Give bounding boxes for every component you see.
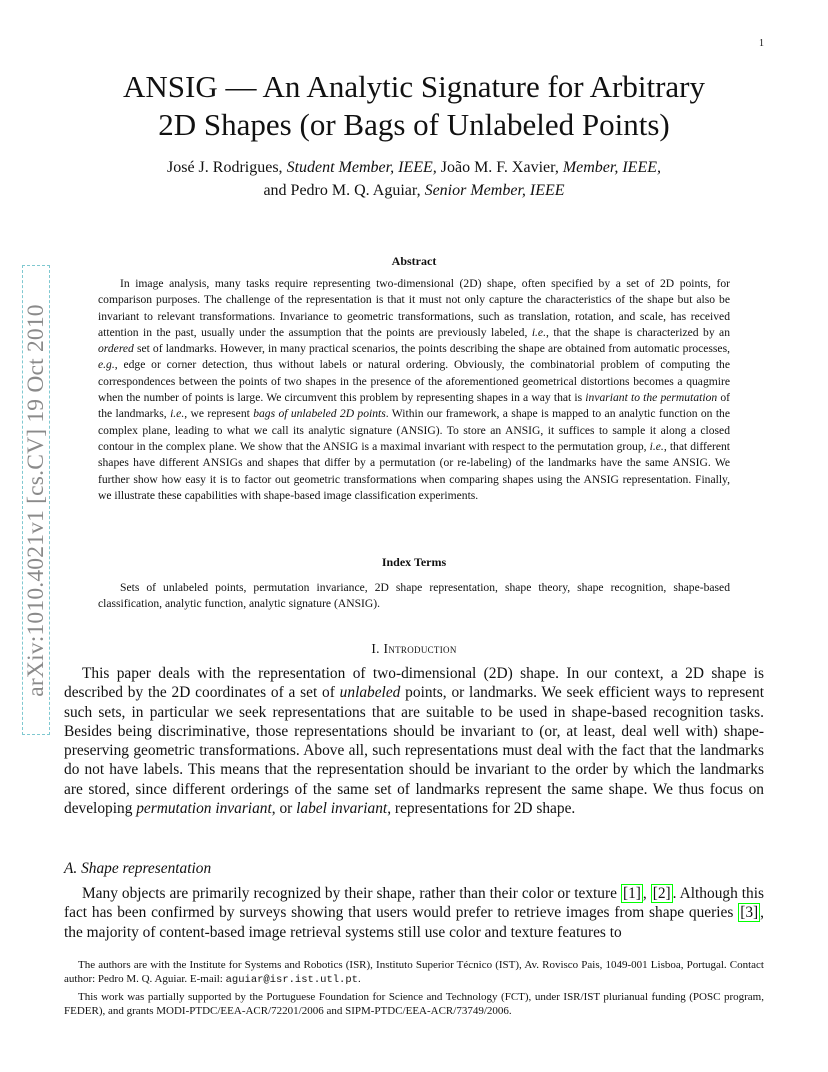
section-title: Introduction xyxy=(383,641,457,656)
title-line-2: 2D Shapes (or Bags of Unlabeled Points) xyxy=(158,107,670,142)
index-terms-heading: Index Terms xyxy=(381,555,447,569)
intro-emph: label invariant xyxy=(296,800,388,818)
citation-link[interactable]: [2] xyxy=(652,885,671,902)
footnote-funding: This work was partially supported by the Portuguese Foundation for Science and Technology (FCT), under ISR/IST plurianual funding (POSC program, FEDER), and grants MODI-PTDC/EEA-ACR/72201/2006 and SIPM-PTDC/EEA-ACR/73749/2006. xyxy=(64,990,764,1017)
footnote-seg: The authors are with the Institute for Systems and Robotics (ISR), Instituto Superior Técnico (IST), Av. Rovisco Pais, 1049-001 Lisboa, Portugal. Contact author: Pedro M. Q. Aguiar. E-mail: xyxy=(64,959,764,986)
title-line-1: ANSIG — An Analytic Signature for Arbitrary xyxy=(122,69,706,104)
section-numeral: I. xyxy=(371,641,384,656)
footnote-seg: . xyxy=(357,973,361,986)
abstract-seg: set of landmarks. However, in many practical scenarios, the points describing the shape are obtained from automatic processes, xyxy=(133,342,730,356)
page-number: 1 xyxy=(759,38,764,49)
intro-seg: This paper deals with the representation of two-dimensional (2D) shape. In our context, a 2D shape is described by the 2D coordinates of a set of xyxy=(64,665,764,702)
abstract-emph: i.e. xyxy=(649,439,664,453)
introduction-paragraph xyxy=(64,664,764,818)
abstract-text xyxy=(98,276,730,504)
sub-seg: , the majority of content-based image retrieval systems still use color and texture features to xyxy=(64,904,764,941)
abstract-emph: e.g. xyxy=(98,358,115,372)
intro-seg: , or xyxy=(271,800,297,818)
paper-title xyxy=(60,68,768,144)
citation-link[interactable]: [1] xyxy=(622,885,641,902)
subsection-heading: A. Shape representation xyxy=(64,860,212,877)
intro-emph: permutation invariant xyxy=(136,800,272,818)
section-heading xyxy=(64,641,764,657)
sub-seg: Many objects are primarily recognized by their shape, rather than their color or texture xyxy=(82,885,621,902)
abstract-seg: , that the shape is characterized by an xyxy=(545,325,730,339)
author-2-name: João M. F. Xavier, xyxy=(436,159,563,176)
footnotes xyxy=(64,958,764,1020)
abstract-heading: Abstract xyxy=(391,254,437,268)
abstract-emph: i.e. xyxy=(170,407,185,421)
abstract-seg: , we represent xyxy=(184,407,254,421)
intro-emph: unlabeled xyxy=(339,684,401,702)
citation-link[interactable]: [3] xyxy=(740,904,759,922)
author-1-role: Student Member, IEEE, xyxy=(286,159,437,176)
abstract-emph: invariant to the permutation xyxy=(585,391,718,405)
author-2-role: Member, IEEE, xyxy=(562,159,661,176)
author-list xyxy=(60,156,768,202)
arxiv-id: arXiv:1010.4021v1 [cs.CV] 19 Oct 2010 xyxy=(22,303,49,697)
intro-seg: , representations for 2D shape. xyxy=(387,800,576,818)
sub-seg: , xyxy=(642,885,651,902)
email-link[interactable]: aguiar@isr.ist.utl.pt xyxy=(225,974,358,987)
author-3-role: Senior Member, IEEE xyxy=(424,182,565,199)
author-1-name: José J. Rodrigues, xyxy=(167,159,287,176)
footnote-affiliation xyxy=(64,958,764,988)
abstract-emph: ordered xyxy=(98,342,134,356)
index-terms-text: Sets of unlabeled points, permutation invariance, 2D shape representation, shape theory, shape recognition, shape-based classification, analytic function, analytic signature (ANSIG). xyxy=(98,581,730,611)
author-3-name: and Pedro M. Q. Aguiar, xyxy=(263,182,425,199)
subsection-paragraph xyxy=(64,884,764,942)
abstract-emph: bags of unlabeled 2D points xyxy=(253,407,386,421)
abstract-seg: In image analysis, many tasks require representing two-dimensional (2D) shape, often specified by a set of 2D points, for comparison purposes. The challenge of the representation is that it must not only capture the characteristics of the shape but also be invariant to relevant transformations. Invariance to geometric transformations, such as translation, rotation, and scale, has received attention in the past, usually under the assumption that the points are previously labeled, xyxy=(98,277,730,339)
intro-seg: points, or landmarks. We seek efficient ways to represent such sets, in particular we seek representations that are suitable to be used in shape-based recognition tasks. Besides being discriminative, those representations should be invariant to (or, at least, deal well with) shape-preserving geometric transformations. Above all, such representations must deal with the fact that the landmarks do not have labels. This means that the representation should be invariant to the order by which the landmarks are stored, since different orderings of the same set of landmarks represent the same shape. We thus focus on developing xyxy=(64,684,764,818)
abstract-seg: , that different shapes have different ANSIGs and shapes that differ by a permutation (or re-labeling) of the landmarks have the same ANSIG. We further show how easy it is to factor out geometric transformations when comparing shapes using the ANSIG representation. Finally, we illustrate these capabilities with shape-based image classification experiments. xyxy=(98,439,731,502)
sub-seg: . Although this fact has been confirmed by surveys showing that users would prefer to retrieve images from shape queries xyxy=(64,885,764,922)
abstract-emph: i.e. xyxy=(531,325,546,339)
abstract-seg: , edge or corner detection, thus without labels or natural ordering. Obviously, the combinatorial problem of computing the correspondences between the points of two shapes in the presence of the aforementioned geometrical distortions becomes a quagmire when the number of points is large. We circumvent this problem by representing shapes in a way that is xyxy=(98,358,730,405)
abstract-seg: . Within our framework, a shape is mapped to an analytic function on the complex plane, leading to what we call its analytic signature (ANSIG). To store an ANSIG, it suffices to sample it along a closed contour in the complex plane. We show that the ANSIG is a maximal invariant with respect to the permutation group, xyxy=(98,407,730,453)
arxiv-stamp[interactable] xyxy=(22,265,50,735)
abstract-seg: of the landmarks, xyxy=(98,391,730,421)
